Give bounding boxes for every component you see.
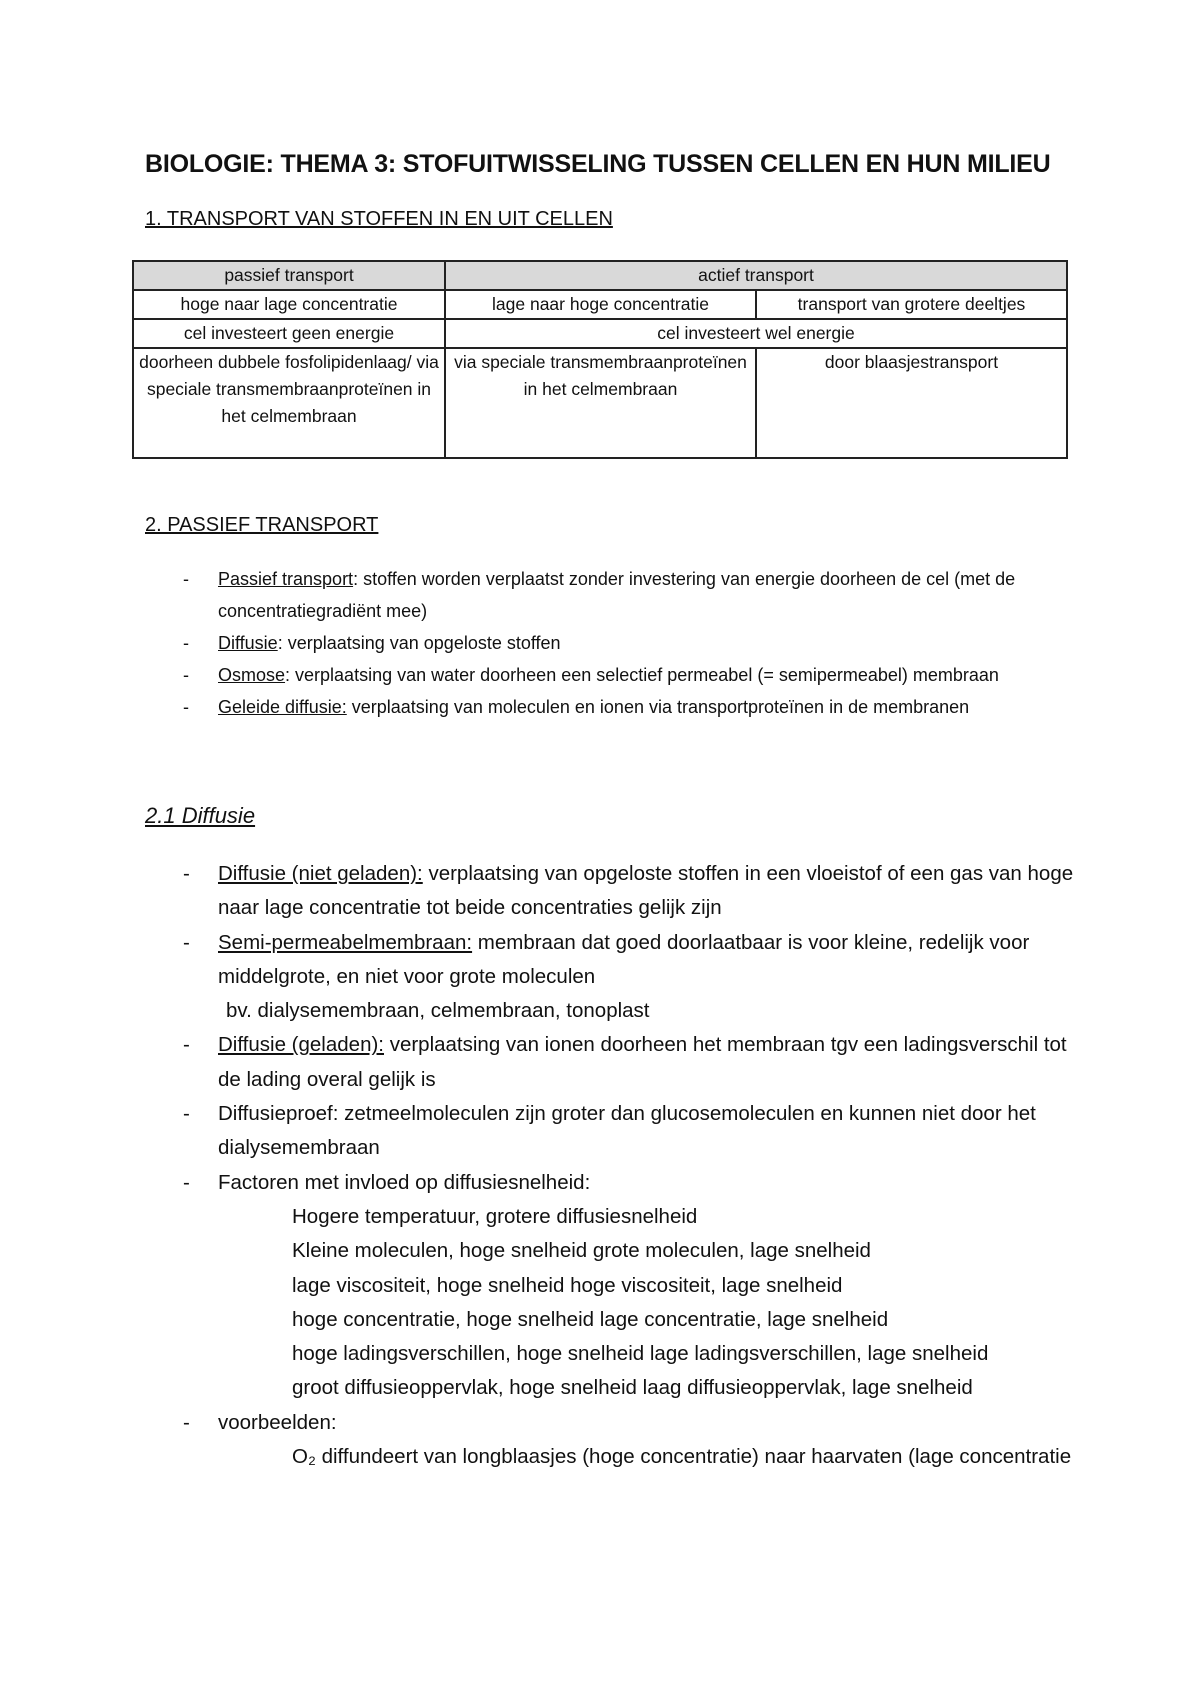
table-row — [133, 319, 1067, 348]
table-cell: doorheen dubbele fosfolipidenlaag/ via speciale transmembraanproteïnen in het celmembraan — [133, 348, 445, 458]
factor-item — [145, 1371, 1085, 1405]
definition: verplaatsing van moleculen en ionen via transportproteïnen in de membranen — [346, 697, 970, 717]
dash-bullet: - — [183, 665, 189, 685]
note-text: bv. dialysemembraan, celmembraan, tonoplast — [226, 999, 650, 1023]
passief-list — [145, 563, 1065, 723]
table-cell: via speciale transmembraanproteïnen in het celmembraan — [445, 348, 756, 458]
definition: : verplaatsing van opgeloste stoffen — [277, 633, 561, 653]
term: Diffusie — [218, 633, 278, 653]
table-row — [133, 348, 1067, 458]
list-item — [145, 857, 1085, 926]
factor-item — [145, 1200, 1085, 1234]
factor-item — [145, 1337, 1085, 1371]
factor-text: lage concentratie, lage snelheid — [599, 1307, 889, 1331]
term: Geleide diffusie: — [218, 697, 347, 717]
factor-text: hoge ladingsverschillen, hoge snelheid — [292, 1342, 645, 1366]
dash-bullet: - — [183, 633, 189, 653]
subsection-heading-diffusie: 2.1 Diffusie — [145, 803, 256, 828]
table-cell: transport van grotere deeltjes — [756, 290, 1067, 319]
dash-bullet: - — [183, 569, 189, 589]
example-item — [145, 1440, 1085, 1474]
list-item — [145, 1097, 1085, 1166]
factor-text: hoge concentratie, hoge snelheid — [292, 1307, 595, 1331]
table-cell: cel investeert wel energie — [445, 319, 1067, 348]
factor-text: Hogere temperatuur, grotere diffusiesnelheid — [292, 1204, 698, 1228]
definition: voorbeelden: — [218, 1410, 337, 1434]
factor-item — [145, 1234, 1085, 1268]
transport-table — [132, 260, 1068, 459]
list-item — [145, 659, 1065, 691]
list-item — [145, 691, 1065, 723]
dash-bullet: - — [183, 1102, 190, 1126]
diffusie-list — [145, 857, 1085, 1474]
factor-text: hoge viscositeit, lage snelheid — [570, 1273, 843, 1297]
section-heading-passief: 2. PASSIEF TRANSPORT — [145, 514, 379, 536]
dash-bullet: - — [183, 930, 190, 954]
definition: membraan dat goed doorlaatbaar is voor kleine, redelijk voor middelgrote, en niet voor grote moleculen — [218, 930, 1030, 988]
definition: verplaatsing van ionen doorheen het membraan tgv een ladingsverschil tot de lading overal gelijk is — [218, 1033, 1067, 1091]
factor-text: Kleine moleculen, hoge snelheid — [292, 1239, 588, 1263]
list-item — [145, 1166, 1085, 1200]
factor-text: lage ladingsverschillen, lage snelheid — [649, 1342, 989, 1366]
list-item — [145, 563, 1065, 627]
list-item — [145, 1028, 1085, 1097]
dash-bullet: - — [183, 1033, 190, 1057]
definition: : verplaatsing van water doorheen een selectief permeabel (= semipermeabel) membraan — [285, 665, 999, 685]
list-item — [145, 926, 1085, 995]
dash-bullet: - — [183, 862, 190, 885]
definition: Factoren met invloed op diffusiesnelheid: — [218, 1170, 591, 1194]
factor-text: lage viscositeit, hoge snelheid — [292, 1273, 565, 1297]
factor-item — [145, 1303, 1085, 1337]
table-cell: passief transport — [133, 261, 445, 290]
factor-text: laag diffusieoppervlak, lage snelheid — [642, 1376, 973, 1400]
table-cell: hoge naar lage concentratie — [133, 290, 445, 319]
definition: Diffusieproef: zetmeelmoleculen zijn groter dan glucosemoleculen en kunnen niet door het dialysemembraan — [218, 1102, 1036, 1160]
table-header-row — [133, 261, 1067, 290]
table-cell: door blaasjestransport — [756, 348, 1067, 458]
definition: : stoffen worden verplaatst zonder investering van energie doorheen de cel (met de concentratiegradiënt mee) — [218, 569, 1016, 621]
list-item — [145, 627, 1065, 659]
term: Passief transport — [218, 569, 354, 589]
page-title: BIOLOGIE: THEMA 3: STOFUITWISSELING TUSSEN CELLEN EN HUN MILIEU — [145, 150, 1051, 178]
definition: verplaatsing van opgeloste stoffen in een vloeistof of een gas van hoge naar lage concentratie tot beide concentraties gelijk zijn — [218, 862, 1074, 920]
factor-item — [145, 1269, 1085, 1303]
dash-bullet: - — [183, 1410, 190, 1434]
factor-text: groot diffusieoppervlak, hoge snelheid — [292, 1376, 637, 1400]
example-text: O₂ diffundeert van longblaasjes (hoge concentratie) naar haarvaten (lage concentratie — [292, 1445, 1072, 1469]
dash-bullet: - — [183, 1170, 190, 1194]
table-row — [133, 290, 1067, 319]
term: Diffusie (geladen): — [218, 1033, 384, 1057]
section-heading-transport: 1. TRANSPORT VAN STOFFEN IN EN UIT CELLEN — [145, 208, 613, 230]
table-cell: lage naar hoge concentratie — [445, 290, 756, 319]
term: Diffusie (niet geladen): — [218, 862, 423, 885]
term: Osmose — [218, 665, 286, 685]
list-item — [145, 1406, 1085, 1440]
list-item-note — [145, 994, 1085, 1028]
factor-text: grote moleculen, lage snelheid — [592, 1239, 871, 1263]
table-cell: cel investeert geen energie — [133, 319, 445, 348]
term: Semi-permeabelmembraan: — [218, 930, 473, 954]
dash-bullet: - — [183, 697, 189, 717]
table-cell: actief transport — [445, 261, 1067, 290]
